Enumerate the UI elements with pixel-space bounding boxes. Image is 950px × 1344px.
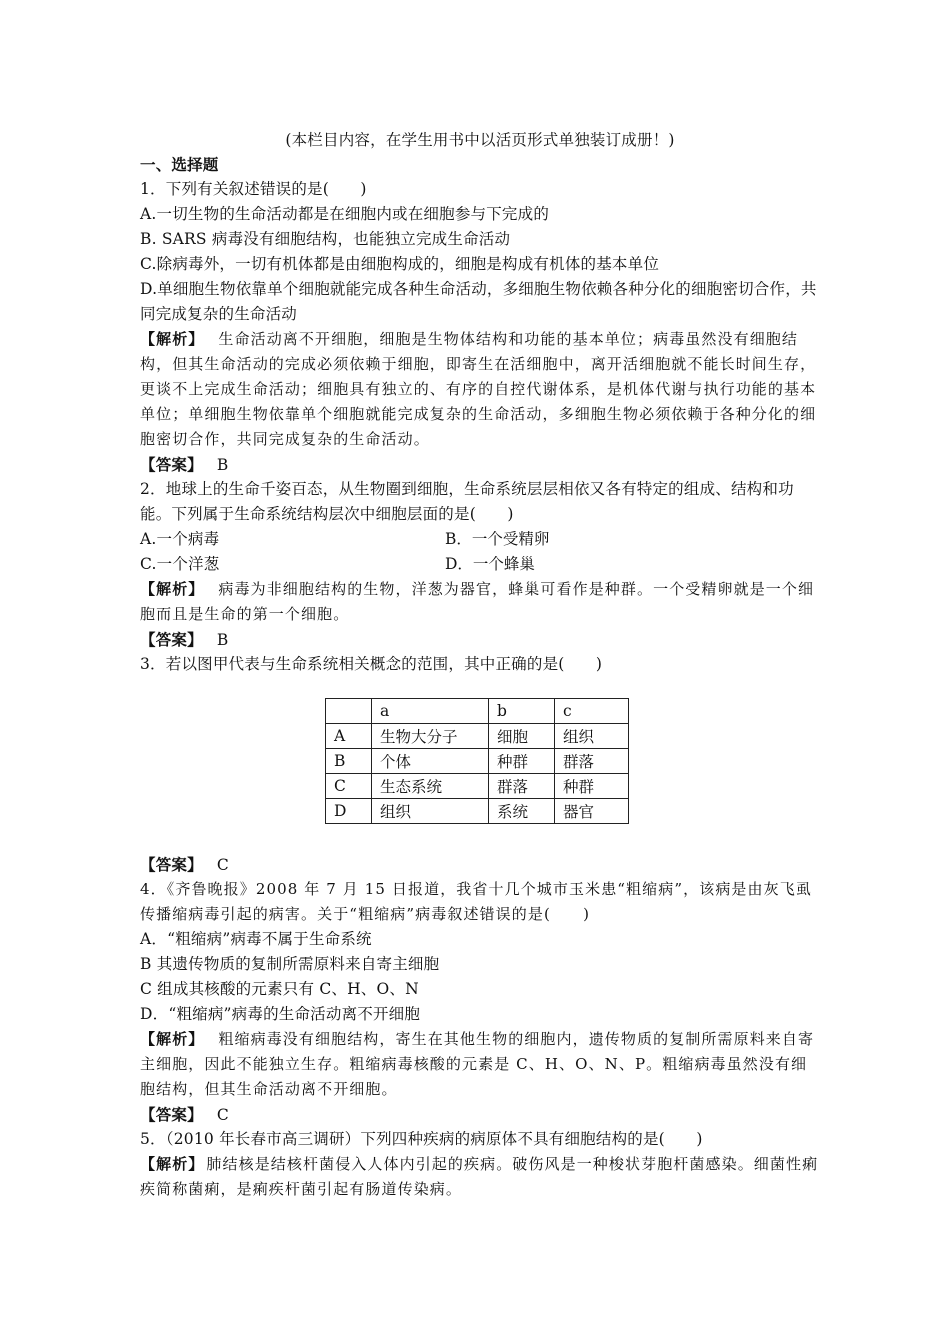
table-cell: c [555,699,629,724]
q1-analysis-text: 生命活动离不开细胞，细胞是生物体结构和功能的基本单位；病毒虽然没有细胞结构，但其生命活动的完成必须依赖于细胞，即寄生在活细胞中，离开活细胞就不能长时间生存，更谈不上完成生命活动；细胞具有独立的、有序的自控代谢体系，是机体代谢与执行功能的基本单位；单细胞生物依靠单个细胞就能完成复杂的生命活动，多细胞生物必须依赖于各种分化的细胞密切合作，共同完成复杂的生命活动。 [140,330,817,448]
table-cell: 群落 [489,774,555,799]
table-cell: 生物大分子 [372,724,489,749]
q3-answer-line [140,852,820,878]
q4-analysis-text: 粗缩病毒没有细胞结构，寄生在其他生物的细胞内，遗传物质的复制所需原料来自寄主细胞，因此不能独立生存。粗缩病毒核酸的元素是 C、H、O、N、P。粗缩病毒虽然没有细胞结构，但其生命活动离不开细胞。 [140,1030,815,1098]
q2-stem: 2．地球上的生命千姿百态，从生物圈到细胞，生命系统层层相依又各有特定的组成、结构和功能。下列属于生命系统结构层次中细胞层面的是( ) [140,480,794,523]
q2-option-b: B．一个受精卵 [445,530,550,548]
q2-option-a: A.一个病毒 [140,530,220,548]
analysis-label: 【解析】 [140,330,205,348]
analysis-label: 【解析】 [140,1030,205,1048]
q4-option-d: D．“粗缩病”病毒的生命活动离不开细胞 [140,1005,421,1023]
q2-option-c: C.一个洋葱 [140,555,220,573]
table-cell: 种群 [489,749,555,774]
table-cell: 组织 [555,724,629,749]
table-header-row [326,699,629,724]
q2-analysis-text: 病毒为非细胞结构的生物，洋葱为器官，蜂巢可看作是种群。一个受精卵就是一个细胞而且是生命的第一个细胞。 [140,580,815,623]
q5-analysis-block [140,1152,820,1202]
table-cell: B [326,749,372,774]
table-cell: 组织 [372,799,489,824]
answer-label: 【答案】 [140,855,203,874]
q1-stem: 1．下列有关叙述错误的是( ) [140,180,367,198]
answer-label: 【答案】 [140,1105,203,1124]
table-cell: 个体 [372,749,489,774]
table-cell: b [489,699,555,724]
answer-label: 【答案】 [140,630,203,649]
q2-answer-line [140,627,820,653]
header-note: (本栏目内容，在学生用书中以活页形式单独装订成册！) [285,131,675,149]
q2-option-d: D．一个蜂巢 [445,555,535,573]
q1-option-b: B. SARS 病毒没有细胞结构，也能独立完成生命活动 [140,230,511,248]
q1-analysis-block [140,327,820,452]
q3-table [325,698,629,824]
q4-stem: 4．《齐鲁晚报》2008 年 7 月 15 日报道，我省十几个城市玉米患“粗缩病”，该病是由灰飞虱传播缩病毒引起的病害。关于“粗缩病”病毒叙述错误的是( ) [140,880,812,923]
answer-label: 【答案】 [140,455,203,474]
q4-answer: C [216,1106,229,1124]
table-cell: D [326,799,372,824]
table-cell: A [326,724,372,749]
q4-option-b: B 其遗传物质的复制所需原料来自寄主细胞 [140,955,440,973]
q1-answer-line [140,452,820,478]
table-row [326,749,629,774]
section-title: 一、选择题 [140,155,219,174]
table-cell: 生态系统 [372,774,489,799]
table-cell: 群落 [555,749,629,774]
q5-analysis-text: 肺结核是结核杆菌侵入人体内引起的疾病。破伤风是一种梭状芽胞杆菌感染。细菌性痢疾简称菌痢，是痢疾杆菌引起有肠道传染病。 [140,1155,819,1198]
table-cell [326,699,372,724]
table-cell: C [326,774,372,799]
table-cell: 系统 [489,799,555,824]
q1-answer: B [216,456,229,474]
q1-option-d: D.单细胞生物依靠单个细胞就能完成各种生命活动，多细胞生物依赖各种分化的细胞密切合作，共同完成复杂的生命活动 [140,280,817,323]
table-row [326,774,629,799]
analysis-label: 【解析】 [140,1155,205,1173]
table-cell: 种群 [555,774,629,799]
q4-analysis-block [140,1027,820,1102]
analysis-label: 【解析】 [140,580,205,598]
table-row [326,724,629,749]
q1-option-a: A.一切生物的生命活动都是在细胞内或在细胞参与下完成的 [140,205,550,223]
q4-answer-line [140,1102,820,1128]
q4-option-a: A．“粗缩病”病毒不属于生命系统 [140,930,372,948]
q2-analysis-block [140,577,820,627]
table-row [326,799,629,824]
table-cell: 细胞 [489,724,555,749]
q3-answer: C [216,856,229,874]
q5-stem: 5．（2010 年长春市高三调研）下列四种疾病的病原体不具有细胞结构的是( ) [140,1130,703,1148]
q4-option-c: C 组成其核酸的元素只有 C、H、O、N [140,980,419,998]
q3-stem: 3．若以图甲代表与生命系统相关概念的范围，其中正确的是( ) [140,655,603,673]
table-cell: 器官 [555,799,629,824]
q2-answer: B [216,631,229,649]
table-cell: a [372,699,489,724]
q1-option-c: C.除病毒外，一切有机体都是由细胞构成的，细胞是构成有机体的基本单位 [140,255,660,273]
